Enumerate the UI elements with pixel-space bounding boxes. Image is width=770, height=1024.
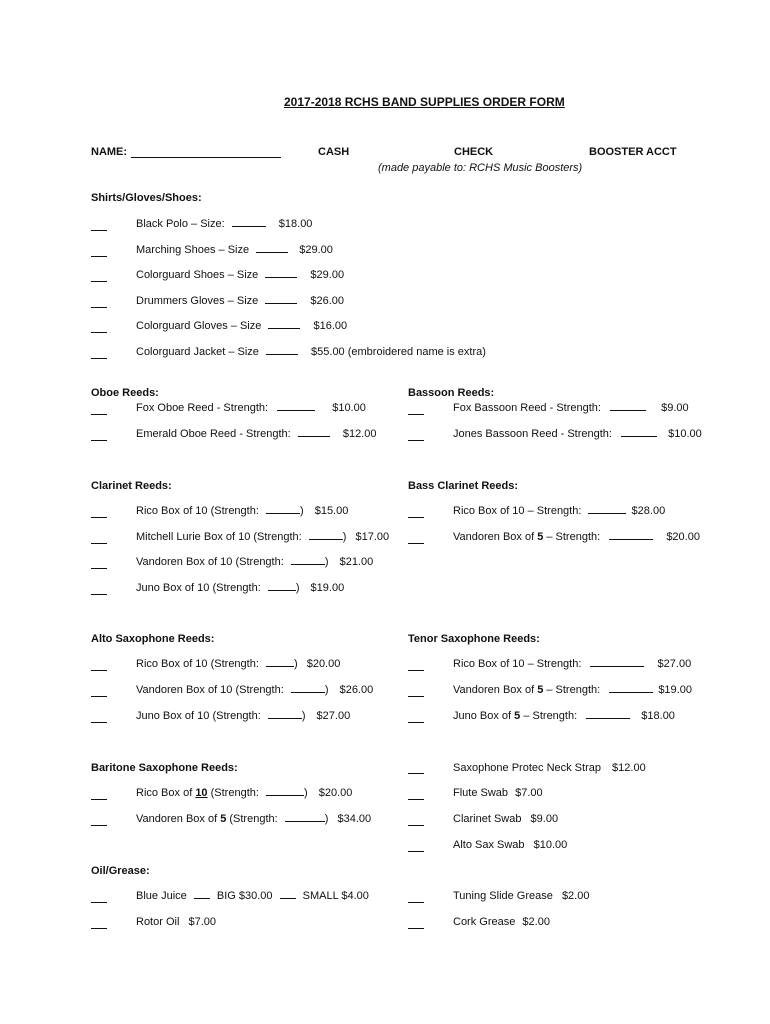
item-label: Jones Bassoon Reed - Strength: xyxy=(453,428,612,440)
item-label: Vandoren Box of 5 – Strength: xyxy=(453,684,601,696)
item-price: $2.00 xyxy=(522,916,550,928)
item-price: $10.00 xyxy=(332,402,366,414)
list-item: Juno Box of 10 (Strength: ) $19.00 xyxy=(136,582,345,594)
qty-blank[interactable] xyxy=(91,799,107,800)
item-price: $27.00 xyxy=(316,710,351,722)
qty-blank[interactable] xyxy=(91,230,107,231)
item-label: Blue Juice xyxy=(136,890,187,902)
list-item xyxy=(136,890,369,902)
qty-blank[interactable] xyxy=(91,543,107,544)
item-price: $55.00 (embroidered name is extra) xyxy=(311,346,486,358)
list-item: Rico Box of 10 (Strength: ) $15.00 xyxy=(136,505,349,517)
item-label: Juno Box of 5 – Strength: xyxy=(453,710,578,722)
qty-blank[interactable] xyxy=(91,358,107,359)
big-price: BIG $30.00 xyxy=(216,890,273,902)
qty-blank[interactable] xyxy=(408,722,424,723)
list-item: Vandoren Box of 5 (Strength: ) $34.00 xyxy=(136,813,372,825)
item-price: $2.00 xyxy=(561,890,590,902)
strength-blank[interactable] xyxy=(266,665,294,667)
list-item xyxy=(136,428,376,440)
item-price: $10.00 xyxy=(668,428,702,440)
name-label: NAME: xyxy=(91,146,128,158)
list-item xyxy=(453,658,691,670)
strength-blank[interactable] xyxy=(609,691,653,693)
list-item: Rico Box of 10 (Strength: ) $20.00 xyxy=(136,787,353,799)
item-label: Vandoren Box of 10 (Strength: xyxy=(136,556,284,568)
item-label: Vandoren Box of 10 (Strength: xyxy=(136,684,284,696)
item-price: $12.00 xyxy=(342,428,377,440)
item-label: Colorguard Shoes – Size xyxy=(136,269,259,281)
qty-blank[interactable] xyxy=(91,440,107,441)
item-label: Colorguard Jacket – Size xyxy=(136,346,259,358)
payable-note: (made payable to: RCHS Music Boosters) xyxy=(378,162,583,174)
qty-blank[interactable] xyxy=(408,773,424,774)
qty-blank[interactable] xyxy=(91,722,107,723)
list-item xyxy=(453,762,646,774)
qty-blank[interactable] xyxy=(91,414,107,415)
cash-option[interactable]: CASH xyxy=(318,146,350,158)
item-label: Rico Box of 10 (Strength: xyxy=(136,658,259,670)
size-blank[interactable] xyxy=(268,327,300,329)
size-blank[interactable] xyxy=(265,302,297,304)
oil-heading: Oil/Grease: xyxy=(91,865,150,877)
item-label: Juno Box of 10 (Strength: xyxy=(136,582,261,594)
qty-blank[interactable] xyxy=(408,543,424,544)
item-price: $7.00 xyxy=(515,787,543,799)
strength-blank[interactable] xyxy=(285,820,325,822)
size-blank[interactable] xyxy=(266,353,298,355)
item-price: $9.00 xyxy=(530,813,559,825)
qty-blank[interactable] xyxy=(408,928,424,929)
qty-blank[interactable] xyxy=(408,851,424,852)
item-label: Alto Sax Swab xyxy=(453,839,525,851)
item-price: $17.00 xyxy=(355,531,390,543)
item-price: $27.00 xyxy=(657,658,692,670)
strength-blank[interactable] xyxy=(291,563,325,565)
list-item xyxy=(453,839,567,851)
strength-blank[interactable] xyxy=(268,717,302,719)
item-price: $7.00 xyxy=(188,916,216,928)
qty-blank[interactable] xyxy=(408,440,424,441)
list-item xyxy=(136,295,344,307)
item-price: $18.00 xyxy=(641,710,675,722)
list-item: Mitchell Lurie Box of 10 (Strength: ) $17.00 xyxy=(136,531,390,543)
item-price: $29.00 xyxy=(299,244,333,256)
item-price: $21.00 xyxy=(339,556,374,568)
list-item xyxy=(136,244,333,256)
item-label: Rico Box of 10 – Strength: xyxy=(453,505,582,517)
qty-blank[interactable] xyxy=(91,825,107,826)
tenor-sax-heading: Tenor Saxophone Reeds: xyxy=(408,633,540,645)
qty-blank[interactable] xyxy=(91,902,107,903)
strength-blank[interactable] xyxy=(268,589,296,591)
item-price: $9.00 xyxy=(661,402,689,414)
item-label: Rotor Oil xyxy=(136,916,180,928)
list-item xyxy=(136,346,486,358)
qty-blank[interactable] xyxy=(91,670,107,671)
qty-blank[interactable] xyxy=(408,696,424,697)
list-item xyxy=(136,402,366,414)
qty-blank[interactable] xyxy=(408,799,424,800)
item-label: Flute Swab xyxy=(453,787,509,799)
item-price: $34.00 xyxy=(337,813,372,825)
list-item xyxy=(136,916,216,928)
item-label: Black Polo – Size: xyxy=(136,218,225,230)
item-label: Clarinet Swab xyxy=(453,813,522,825)
item-label: Cork Grease xyxy=(453,916,516,928)
item-label: Emerald Oboe Reed - Strength: xyxy=(136,428,291,440)
qty-blank[interactable] xyxy=(91,928,107,929)
strength-blank[interactable] xyxy=(309,538,343,540)
item-price: $12.00 xyxy=(612,762,646,774)
strength-blank[interactable] xyxy=(610,409,646,411)
strength-blank[interactable] xyxy=(590,665,644,667)
item-price: $20.00 xyxy=(306,658,341,670)
small-price: SMALL $4.00 xyxy=(302,890,369,902)
strength-blank[interactable] xyxy=(588,512,626,514)
list-item xyxy=(453,813,558,825)
item-price: $20.00 xyxy=(666,531,700,543)
qty-blank[interactable] xyxy=(91,517,107,518)
list-item xyxy=(453,428,702,440)
strength-blank[interactable] xyxy=(266,794,304,796)
strength-blank[interactable] xyxy=(266,512,300,514)
item-price: $18.00 xyxy=(278,218,313,230)
qty-blank[interactable] xyxy=(91,281,107,282)
item-price: $29.00 xyxy=(310,269,345,281)
size-blank[interactable] xyxy=(256,251,288,253)
item-label: Colorguard Gloves – Size xyxy=(136,320,262,332)
item-price: $26.00 xyxy=(310,295,345,307)
item-label: Drummers Gloves – Size xyxy=(136,295,259,307)
oboe-heading: Oboe Reeds: xyxy=(91,387,159,399)
list-item xyxy=(453,916,550,928)
alto-sax-heading: Alto Saxophone Reeds: xyxy=(91,633,215,645)
item-label: Vandoren Box of 5 – Strength: xyxy=(453,531,601,543)
list-item xyxy=(453,402,689,414)
item-label: Fox Bassoon Reed - Strength: xyxy=(453,402,601,414)
item-price: $10.00 xyxy=(533,839,568,851)
strength-blank[interactable] xyxy=(609,538,653,540)
bass-clarinet-heading: Bass Clarinet Reeds: xyxy=(408,480,519,492)
item-label: Rico Box of 10 – Strength: xyxy=(453,658,582,670)
list-item: Rico Box of 10 (Strength: ) $20.00 xyxy=(136,658,341,670)
item-label: Rico Box of 10 (Strength: xyxy=(136,787,259,799)
list-item xyxy=(453,505,665,517)
list-item: Vandoren Box of 10 (Strength: ) $26.00 xyxy=(136,684,374,696)
qty-blank[interactable] xyxy=(91,568,107,569)
qty-blank[interactable] xyxy=(91,307,107,308)
item-price: $16.00 xyxy=(313,320,348,332)
booster-acct-option[interactable]: BOOSTER ACCT xyxy=(589,146,677,158)
item-price: $19.00 xyxy=(658,684,692,696)
qty-blank[interactable] xyxy=(408,825,424,826)
qty-blank[interactable] xyxy=(408,414,424,415)
strength-blank[interactable] xyxy=(298,435,330,437)
qty-blank[interactable] xyxy=(91,594,107,595)
item-price: $15.00 xyxy=(314,505,349,517)
strength-blank[interactable] xyxy=(291,691,325,693)
qty-blank[interactable] xyxy=(91,332,107,333)
qty-blank[interactable] xyxy=(408,670,424,671)
list-item xyxy=(136,218,312,230)
item-label: Saxophone Protec Neck Strap xyxy=(453,762,601,774)
item-label: Vandoren Box of 5 (Strength: xyxy=(136,813,278,825)
big-qty-blank[interactable] xyxy=(194,897,210,899)
list-item xyxy=(136,320,347,332)
item-label: Tuning Slide Grease xyxy=(453,890,553,902)
name-field[interactable] xyxy=(131,157,281,158)
list-item xyxy=(453,710,675,722)
list-item xyxy=(136,269,344,281)
qty-blank[interactable] xyxy=(408,517,424,518)
qty-blank[interactable] xyxy=(91,696,107,697)
list-item xyxy=(453,684,692,696)
size-blank[interactable] xyxy=(265,276,297,278)
item-price: $20.00 xyxy=(318,787,353,799)
item-label: Mitchell Lurie Box of 10 (Strength: xyxy=(136,531,302,543)
bassoon-heading: Bassoon Reeds: xyxy=(408,387,495,399)
item-label: Juno Box of 10 (Strength: xyxy=(136,710,261,722)
item-label: Fox Oboe Reed - Strength: xyxy=(136,402,269,414)
size-blank[interactable] xyxy=(232,225,266,227)
list-item xyxy=(453,890,589,902)
small-qty-blank[interactable] xyxy=(280,897,296,899)
bari-sax-heading: Baritone Saxophone Reeds: xyxy=(91,762,238,774)
check-option[interactable]: CHECK xyxy=(454,146,494,158)
item-price: $19.00 xyxy=(310,582,345,594)
list-item: Vandoren Box of 10 (Strength: ) $21.00 xyxy=(136,556,374,568)
form-title: 2017-2018 RCHS BAND SUPPLIES ORDER FORM xyxy=(284,95,565,109)
item-price: $28.00 xyxy=(631,505,666,517)
item-price: $26.00 xyxy=(339,684,374,696)
qty-blank[interactable] xyxy=(408,902,424,903)
list-item: Juno Box of 10 (Strength: ) $27.00 xyxy=(136,710,351,722)
strength-blank[interactable] xyxy=(586,717,630,719)
strength-blank[interactable] xyxy=(277,409,315,411)
item-label: Marching Shoes – Size xyxy=(136,244,250,256)
qty-blank[interactable] xyxy=(91,256,107,257)
shirts-heading: Shirts/Gloves/Shoes: xyxy=(91,192,202,204)
clarinet-heading: Clarinet Reeds: xyxy=(91,480,172,492)
strength-blank[interactable] xyxy=(621,435,657,437)
list-item xyxy=(453,787,543,799)
item-label: Rico Box of 10 (Strength: xyxy=(136,505,259,517)
list-item xyxy=(453,531,700,543)
